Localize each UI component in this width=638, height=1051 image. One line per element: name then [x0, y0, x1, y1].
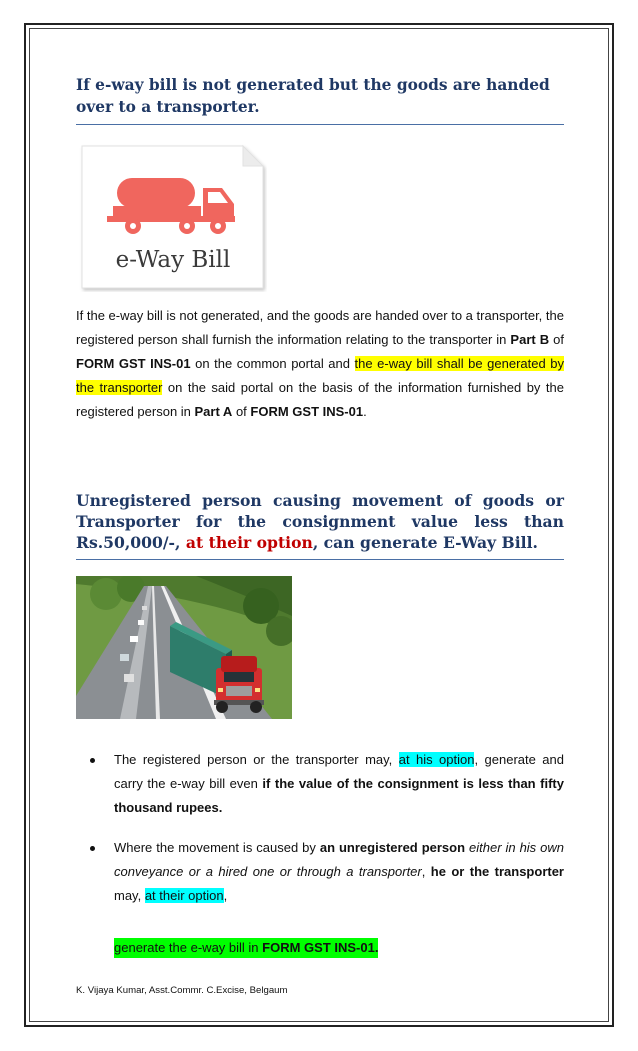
logo-text: e-Way Bill [115, 247, 231, 273]
eway-bill-logo-graphic [77, 142, 267, 292]
bullet-dot-icon [90, 846, 95, 851]
generate-form-gst-line: generate the e-way bill in FORM GST INS-01. [114, 938, 378, 958]
bullet-dot-icon [90, 758, 95, 763]
option-bullet-list [76, 748, 564, 924]
bullet-unregistered-person: Where the movement is caused by an unregistered person either in his own conveyance or a hired one or through a transporter, he or the transporter may, at their option, [76, 836, 564, 908]
heading-unregistered-person: Unregistered person causing movement of goods or Transporter for the consignment value less than Rs.50,000/-, at their option, can generate E-Way Bill. [76, 490, 564, 560]
at-their-option-red: at their option [185, 533, 313, 552]
highlight-at-their-option: at their option [144, 888, 224, 903]
highway-truck-illustration [76, 576, 292, 719]
highlight-generated-by-transporter: the e-way bill shall be generated by the transporter [76, 356, 565, 395]
highway-truck-photo [76, 576, 292, 719]
eway-bill-logo [77, 142, 267, 292]
highlight-at-his-option: at his option [398, 752, 475, 767]
bullet-registered-person: The registered person or the transporter may, at his option, generate and carry the e-way bill even if the value of the consignment is less than fifty thousand rupees. [76, 748, 564, 820]
footer-author: K. Vijaya Kumar, Asst.Commr. C.Excise, Belgaum [76, 985, 288, 996]
paragraph-transporter-info: If the e-way bill is not generated, and the goods are handed over to a transporter, the registered person shall furnish the information relating to the transporter in Part B of FORM GST INS-01 on the common portal and the e-way bill shall be generated by the transporter on the said portal on the basis of the information furnished by the registered person in Part A of FORM GST INS-01. [76, 308, 565, 419]
photo-truck-cab [214, 656, 264, 713]
heading-not-generated: If e-way bill is not generated but the goods are handed over to a transporter. [76, 74, 564, 125]
